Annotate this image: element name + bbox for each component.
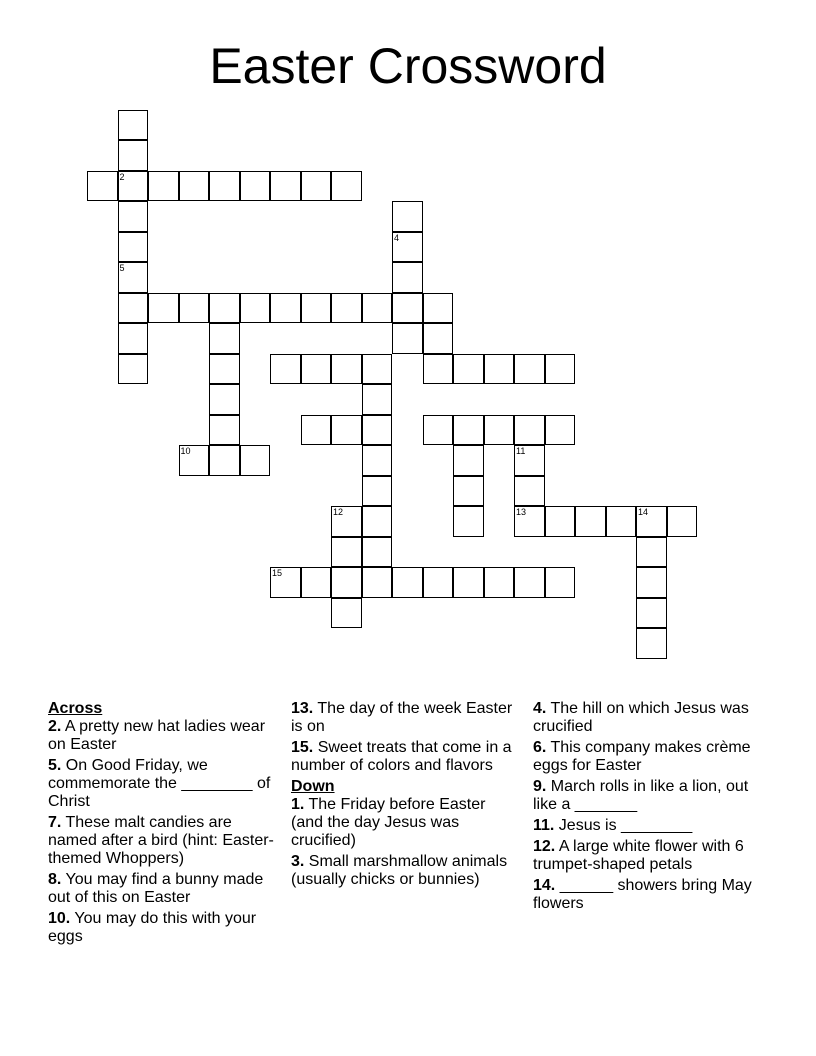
- clue-number-label: 12.: [533, 838, 556, 855]
- clue-number: 15: [272, 568, 283, 578]
- clue-number-label: 7.: [48, 814, 62, 831]
- clue-number: 10: [180, 446, 191, 456]
- crossword-cell[interactable]: [148, 171, 179, 202]
- crossword-cell[interactable]: [636, 598, 667, 629]
- crossword-cell[interactable]: [331, 293, 362, 324]
- clue-number: 12: [333, 507, 344, 517]
- crossword-cell[interactable]: [179, 445, 210, 476]
- crossword-cell[interactable]: [270, 354, 301, 385]
- crossword-cell[interactable]: [118, 110, 149, 141]
- crossword-cell[interactable]: [362, 384, 393, 415]
- clues-column-1: [48, 700, 284, 949]
- clue-number-label: 9.: [533, 778, 547, 795]
- crossword-cell[interactable]: [514, 506, 545, 537]
- crossword-cell[interactable]: [453, 445, 484, 476]
- crossword-cell[interactable]: [209, 323, 240, 354]
- crossword-cell[interactable]: [392, 323, 423, 354]
- crossword-cell[interactable]: [423, 415, 454, 446]
- crossword-cell[interactable]: [118, 232, 149, 263]
- crossword-cell[interactable]: [545, 567, 576, 598]
- crossword-cell[interactable]: [667, 506, 698, 537]
- crossword-cell[interactable]: [331, 567, 362, 598]
- crossword-cell[interactable]: [118, 140, 149, 171]
- across-clue: [291, 739, 519, 775]
- crossword-cell[interactable]: [453, 415, 484, 446]
- clue-number-label: 10.: [48, 910, 71, 927]
- crossword-cell[interactable]: [423, 323, 454, 354]
- down-clue-list-continued: [533, 700, 753, 913]
- down-clue: [533, 739, 753, 775]
- crossword-cell[interactable]: [270, 293, 301, 324]
- clue-number-label: 6.: [533, 739, 547, 756]
- crossword-cell[interactable]: [545, 415, 576, 446]
- clue-number: 2: [119, 171, 125, 182]
- page-title: Easter Crossword: [209, 38, 607, 94]
- crossword-cell[interactable]: [392, 567, 423, 598]
- crossword-cell[interactable]: [270, 171, 301, 202]
- down-clue: [533, 838, 753, 874]
- crossword-cell[interactable]: [423, 293, 454, 324]
- clue-text: These malt candies are named after a bird (hint: Easter-themed Whoppers): [48, 814, 274, 867]
- crossword-cell[interactable]: [514, 415, 545, 446]
- across-clue: [48, 757, 284, 811]
- across-clue-list-continued: [291, 700, 519, 775]
- clue-text: ______ showers bring May flowers: [533, 877, 752, 912]
- down-clue: [533, 817, 753, 835]
- crossword-cell[interactable]: [362, 445, 393, 476]
- clue-number-label: 4.: [533, 700, 547, 717]
- crossword-cell[interactable]: [331, 598, 362, 629]
- clue-number-label: 1.: [291, 796, 305, 813]
- clue-text: Small marshmallow animals (usually chicks or bunnies): [291, 853, 508, 888]
- clue-number-label: 2.: [48, 718, 62, 735]
- crossword-cell[interactable]: [636, 537, 667, 568]
- crossword-cell[interactable]: [575, 506, 606, 537]
- crossword-cell[interactable]: [301, 171, 332, 202]
- crossword-cell[interactable]: [270, 567, 301, 598]
- clue-text: The day of the week Easter is on: [291, 700, 513, 735]
- crossword-cell[interactable]: [240, 293, 271, 324]
- crossword-cell[interactable]: [87, 171, 118, 202]
- crossword-cell[interactable]: [148, 293, 179, 324]
- crossword-cell[interactable]: [209, 445, 240, 476]
- crossword-cell[interactable]: [514, 476, 545, 507]
- crossword-cell[interactable]: [484, 567, 515, 598]
- crossword-cell[interactable]: [331, 537, 362, 568]
- clue-number: 13: [516, 507, 527, 517]
- clue-text: March rolls in like a lion, out like a _______: [533, 778, 749, 813]
- clue-number-label: 15.: [291, 739, 314, 756]
- crossword-cell[interactable]: [301, 293, 332, 324]
- crossword-cell[interactable]: [484, 415, 515, 446]
- crossword-cell[interactable]: [179, 171, 210, 202]
- crossword-cell[interactable]: [301, 354, 332, 385]
- crossword-cell[interactable]: [331, 354, 362, 385]
- across-clue: [291, 700, 519, 736]
- clue-number-label: 14.: [533, 877, 556, 894]
- across-clue: [48, 814, 284, 868]
- crossword-cell[interactable]: [331, 171, 362, 202]
- crossword-cell[interactable]: [118, 171, 149, 202]
- crossword-cell[interactable]: [362, 293, 393, 324]
- down-clue-list: [291, 796, 519, 889]
- clue-text: A pretty new hat ladies wear on Easter: [48, 718, 266, 753]
- clues-column-2: [291, 700, 519, 892]
- crossword-cell[interactable]: [453, 506, 484, 537]
- across-clue-list: [48, 718, 284, 946]
- crossword-cell[interactable]: [423, 354, 454, 385]
- crossword-cell[interactable]: [209, 415, 240, 446]
- crossword-cell[interactable]: [118, 262, 149, 293]
- crossword-cell[interactable]: [209, 171, 240, 202]
- crossword-cell[interactable]: [209, 384, 240, 415]
- crossword-cell[interactable]: [514, 445, 545, 476]
- clue-text: You may find a bunny made out of this on Easter: [48, 871, 264, 906]
- clue-number-label: 3.: [291, 853, 305, 870]
- clue-number-label: 8.: [48, 871, 62, 888]
- crossword-cell[interactable]: [240, 445, 271, 476]
- down-clue: [533, 778, 753, 814]
- crossword-cell[interactable]: [453, 354, 484, 385]
- crossword-cell[interactable]: [514, 567, 545, 598]
- clue-text: On Good Friday, we commemorate the ________ of Christ: [48, 757, 271, 810]
- crossword-cell[interactable]: [392, 293, 423, 324]
- clue-text: Jesus is ________: [554, 817, 693, 834]
- across-clue: [48, 718, 284, 754]
- crossword-cell[interactable]: [392, 262, 423, 293]
- clue-number: 14: [638, 507, 649, 517]
- down-clue: [533, 700, 753, 736]
- down-clue: [291, 796, 519, 850]
- crossword-cell[interactable]: [545, 354, 576, 385]
- crossword-cell[interactable]: [453, 476, 484, 507]
- crossword-cell[interactable]: [301, 567, 332, 598]
- crossword-cell[interactable]: [606, 506, 637, 537]
- crossword-cell[interactable]: [362, 567, 393, 598]
- crossword-cell[interactable]: [423, 567, 454, 598]
- clues-column-3: [533, 700, 753, 916]
- crossword-cell[interactable]: [118, 354, 149, 385]
- crossword-cell[interactable]: [331, 415, 362, 446]
- across-heading: Across: [48, 700, 103, 717]
- clue-text: This company makes crème eggs for Easter: [533, 739, 751, 774]
- crossword-cell[interactable]: [331, 506, 362, 537]
- clue-text: The hill on which Jesus was crucified: [533, 700, 749, 735]
- crossword-cell[interactable]: [362, 537, 393, 568]
- crossword-cell[interactable]: [362, 506, 393, 537]
- crossword-cell[interactable]: [362, 354, 393, 385]
- clue-text: The Friday before Easter (and the day Jesus was crucified): [291, 796, 486, 849]
- crossword-cell[interactable]: [179, 293, 210, 324]
- down-clue: [533, 877, 753, 913]
- clue-text: You may do this with your eggs: [48, 910, 257, 945]
- crossword-cell[interactable]: [362, 476, 393, 507]
- clue-number-label: 13.: [291, 700, 314, 717]
- clue-number-label: 11.: [533, 817, 555, 834]
- crossword-cell[interactable]: [636, 567, 667, 598]
- clue-text: Sweet treats that come in a number of colors and flavors: [291, 739, 512, 774]
- crossword-cell[interactable]: [209, 354, 240, 385]
- clue-number: 4: [394, 232, 400, 243]
- crossword-cell[interactable]: [484, 354, 515, 385]
- crossword-cell[interactable]: [362, 415, 393, 446]
- crossword-cell[interactable]: [240, 171, 271, 202]
- crossword-cell[interactable]: [453, 567, 484, 598]
- crossword-cell[interactable]: [514, 354, 545, 385]
- clue-number: 11: [516, 446, 526, 456]
- crossword-cell[interactable]: [118, 323, 149, 354]
- crossword-cell[interactable]: [545, 506, 576, 537]
- crossword-cell[interactable]: [118, 201, 149, 232]
- clue-number-label: 5.: [48, 757, 62, 774]
- across-clue: [48, 910, 284, 946]
- crossword-cell[interactable]: [392, 232, 423, 263]
- crossword-cell[interactable]: [209, 293, 240, 324]
- crossword-cell[interactable]: [392, 201, 423, 232]
- crossword-cell[interactable]: [118, 293, 149, 324]
- down-heading: Down: [291, 778, 335, 795]
- crossword-cell[interactable]: [636, 506, 667, 537]
- clue-number: 5: [119, 263, 125, 273]
- crossword-cell[interactable]: [636, 628, 667, 659]
- down-clue: [291, 853, 519, 889]
- clue-text: A large white flower with 6 trumpet-shaped petals: [533, 838, 744, 873]
- across-clue: [48, 871, 284, 907]
- crossword-cell[interactable]: [301, 415, 332, 446]
